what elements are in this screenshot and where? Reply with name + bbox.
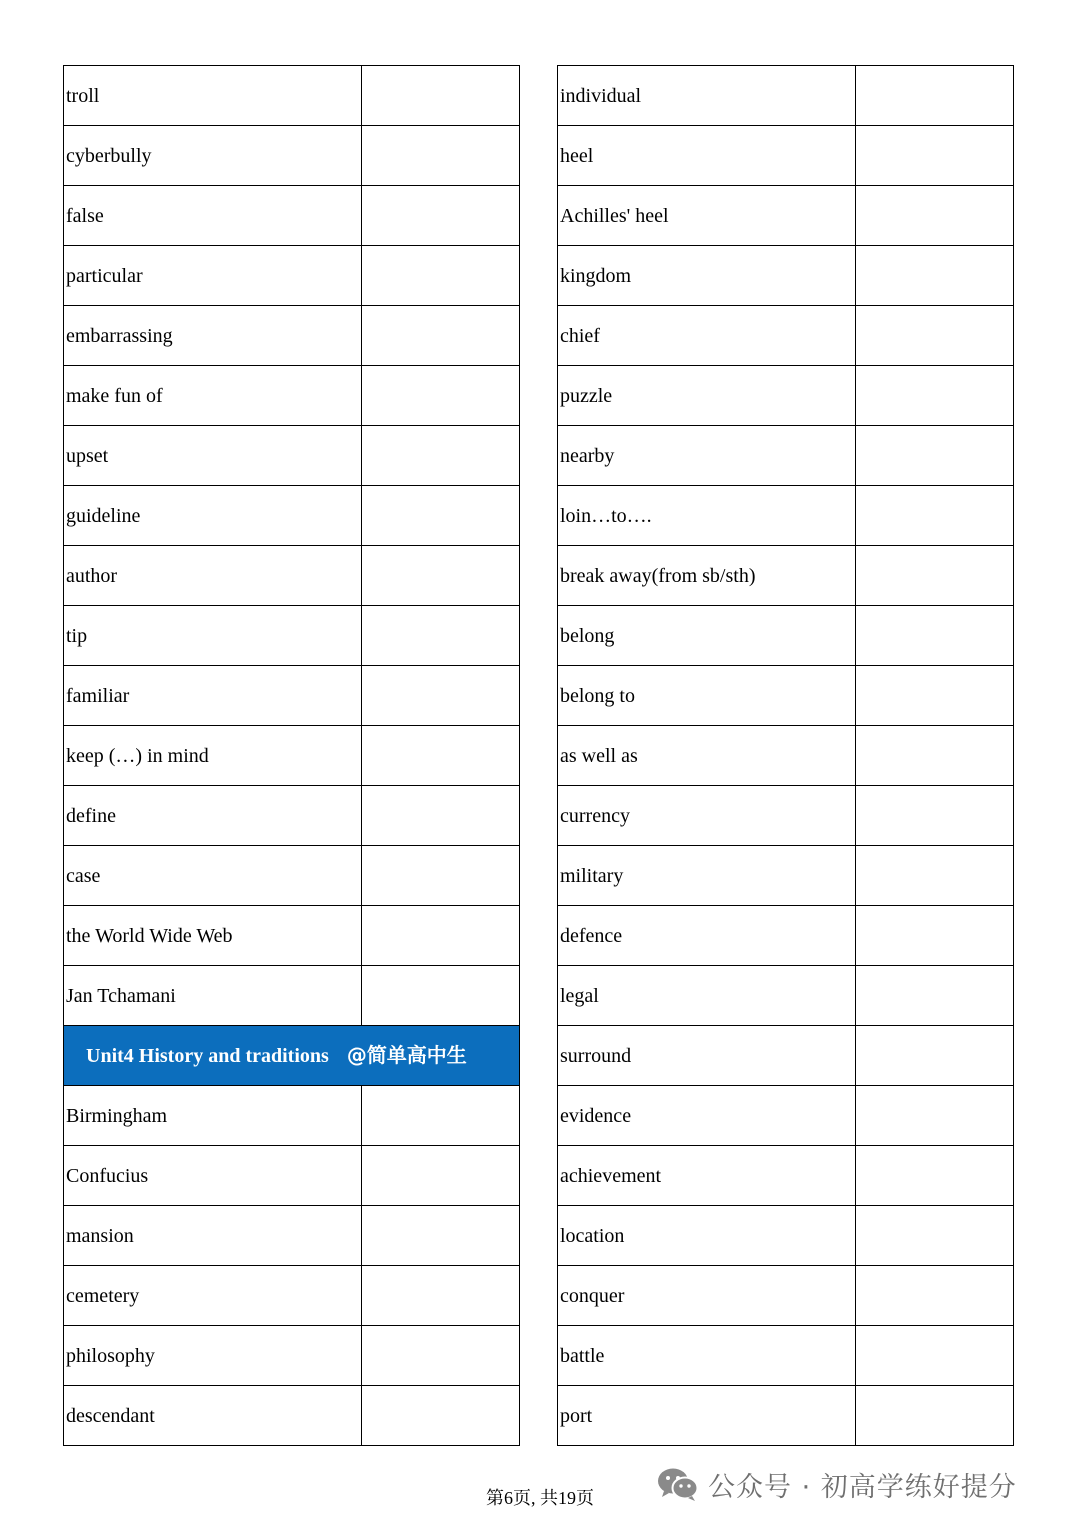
word-cell: mansion xyxy=(64,1206,362,1266)
word-cell: troll xyxy=(64,66,362,126)
answer-cell xyxy=(856,1026,1014,1086)
table-row xyxy=(558,666,1014,726)
word-cell: cemetery xyxy=(64,1266,362,1326)
section-header-row xyxy=(64,1026,520,1086)
word-cell: surround xyxy=(558,1026,856,1086)
word-cell: port xyxy=(558,1386,856,1446)
answer-cell xyxy=(856,786,1014,846)
answer-cell xyxy=(856,1206,1014,1266)
answer-cell xyxy=(362,906,520,966)
word-cell: make fun of xyxy=(64,366,362,426)
word-cell: individual xyxy=(558,66,856,126)
table-row xyxy=(558,966,1014,1026)
table-row xyxy=(558,366,1014,426)
table-row xyxy=(64,966,520,1026)
word-cell: false xyxy=(64,186,362,246)
answer-cell xyxy=(856,126,1014,186)
section-header xyxy=(64,1026,520,1086)
table-row xyxy=(64,186,520,246)
table-row xyxy=(558,1386,1014,1446)
answer-cell xyxy=(856,966,1014,1026)
table-row xyxy=(64,1146,520,1206)
word-cell: Jan Tchamani xyxy=(64,966,362,1026)
answer-cell xyxy=(362,726,520,786)
table-row xyxy=(558,426,1014,486)
table-row xyxy=(558,786,1014,846)
answer-cell xyxy=(362,1206,520,1266)
table-row xyxy=(558,906,1014,966)
word-cell: tip xyxy=(64,606,362,666)
answer-cell xyxy=(362,66,520,126)
table-row xyxy=(558,186,1014,246)
word-cell: Confucius xyxy=(64,1146,362,1206)
word-cell: upset xyxy=(64,426,362,486)
table-row xyxy=(64,126,520,186)
right-vocab-table xyxy=(557,65,1014,1446)
answer-cell xyxy=(856,246,1014,306)
answer-cell xyxy=(856,606,1014,666)
table-row xyxy=(64,306,520,366)
answer-cell xyxy=(362,366,520,426)
answer-cell xyxy=(362,306,520,366)
table-row xyxy=(64,426,520,486)
answer-cell xyxy=(856,426,1014,486)
table-row xyxy=(64,666,520,726)
answer-cell xyxy=(856,846,1014,906)
watermark-text: 公众号 · 初高学练好提分 xyxy=(708,1471,1017,1503)
table-row xyxy=(558,1206,1014,1266)
section-title: Unit4 History and traditions xyxy=(86,1045,329,1067)
answer-cell xyxy=(362,606,520,666)
word-cell: defence xyxy=(558,906,856,966)
answer-cell xyxy=(362,126,520,186)
word-cell: belong to xyxy=(558,666,856,726)
word-cell: heel xyxy=(558,126,856,186)
table-row xyxy=(64,246,520,306)
word-cell: conquer xyxy=(558,1266,856,1326)
table-row xyxy=(558,726,1014,786)
answer-cell xyxy=(856,1146,1014,1206)
word-cell: as well as xyxy=(558,726,856,786)
word-cell: embarrassing xyxy=(64,306,362,366)
table-row xyxy=(558,1026,1014,1086)
table-row xyxy=(64,366,520,426)
word-cell: kingdom xyxy=(558,246,856,306)
answer-cell xyxy=(856,366,1014,426)
answer-cell xyxy=(856,726,1014,786)
word-cell: familiar xyxy=(64,666,362,726)
watermark xyxy=(656,1462,1017,1506)
table-row xyxy=(64,1266,520,1326)
word-cell: puzzle xyxy=(558,366,856,426)
word-cell: loin…to…. xyxy=(558,486,856,546)
answer-cell xyxy=(856,66,1014,126)
answer-cell xyxy=(856,1086,1014,1146)
section-tag: @简单高中生 xyxy=(346,1043,467,1067)
table-row xyxy=(558,1086,1014,1146)
table-row xyxy=(558,486,1014,546)
answer-cell xyxy=(362,486,520,546)
answer-cell xyxy=(362,246,520,306)
answer-cell xyxy=(362,786,520,846)
word-cell: guideline xyxy=(64,486,362,546)
table-row xyxy=(558,1266,1014,1326)
table-row xyxy=(558,846,1014,906)
word-cell: military xyxy=(558,846,856,906)
answer-cell xyxy=(856,486,1014,546)
answer-cell xyxy=(856,1386,1014,1446)
answer-cell xyxy=(856,666,1014,726)
word-cell: cyberbully xyxy=(64,126,362,186)
wechat-icon xyxy=(656,1466,700,1502)
word-cell: battle xyxy=(558,1326,856,1386)
word-cell: currency xyxy=(558,786,856,846)
table-row xyxy=(64,546,520,606)
word-cell: descendant xyxy=(64,1386,362,1446)
table-row xyxy=(64,906,520,966)
word-cell: Birmingham xyxy=(64,1086,362,1146)
word-cell: author xyxy=(64,546,362,606)
table-row xyxy=(558,546,1014,606)
word-cell: case xyxy=(64,846,362,906)
table-row xyxy=(558,1146,1014,1206)
table-row xyxy=(558,126,1014,186)
word-cell: chief xyxy=(558,306,856,366)
word-cell: keep (…) in mind xyxy=(64,726,362,786)
table-row xyxy=(64,726,520,786)
table-row xyxy=(64,1206,520,1266)
table-row xyxy=(558,606,1014,666)
word-cell: belong xyxy=(558,606,856,666)
answer-cell xyxy=(856,546,1014,606)
word-cell: achievement xyxy=(558,1146,856,1206)
page-number: 第6页, 共19页 xyxy=(486,1488,594,1508)
table-row xyxy=(64,1086,520,1146)
word-cell: philosophy xyxy=(64,1326,362,1386)
answer-cell xyxy=(856,1266,1014,1326)
table-row xyxy=(64,66,520,126)
answer-cell xyxy=(856,1326,1014,1386)
answer-cell xyxy=(362,426,520,486)
word-cell: break away(from sb/sth) xyxy=(558,546,856,606)
word-cell: Achilles' heel xyxy=(558,186,856,246)
table-row xyxy=(558,1326,1014,1386)
word-cell: the World Wide Web xyxy=(64,906,362,966)
word-cell: evidence xyxy=(558,1086,856,1146)
answer-cell xyxy=(362,1086,520,1146)
table-row xyxy=(558,306,1014,366)
left-vocab-table xyxy=(63,65,520,1446)
answer-cell xyxy=(362,1146,520,1206)
word-cell: legal xyxy=(558,966,856,1026)
answer-cell xyxy=(856,306,1014,366)
table-row xyxy=(64,606,520,666)
word-cell: particular xyxy=(64,246,362,306)
answer-cell xyxy=(362,546,520,606)
word-cell: location xyxy=(558,1206,856,1266)
answer-cell xyxy=(362,666,520,726)
answer-cell xyxy=(362,1326,520,1386)
answer-cell xyxy=(856,186,1014,246)
word-cell: nearby xyxy=(558,426,856,486)
answer-cell xyxy=(362,966,520,1026)
answer-cell xyxy=(362,186,520,246)
answer-cell xyxy=(362,1266,520,1326)
table-row xyxy=(64,1386,520,1446)
word-cell: define xyxy=(64,786,362,846)
answer-cell xyxy=(362,1386,520,1446)
answer-cell xyxy=(856,906,1014,966)
table-row xyxy=(64,1326,520,1386)
table-row xyxy=(64,786,520,846)
table-row xyxy=(64,486,520,546)
table-row xyxy=(64,846,520,906)
table-row xyxy=(558,66,1014,126)
table-row xyxy=(558,246,1014,306)
answer-cell xyxy=(362,846,520,906)
